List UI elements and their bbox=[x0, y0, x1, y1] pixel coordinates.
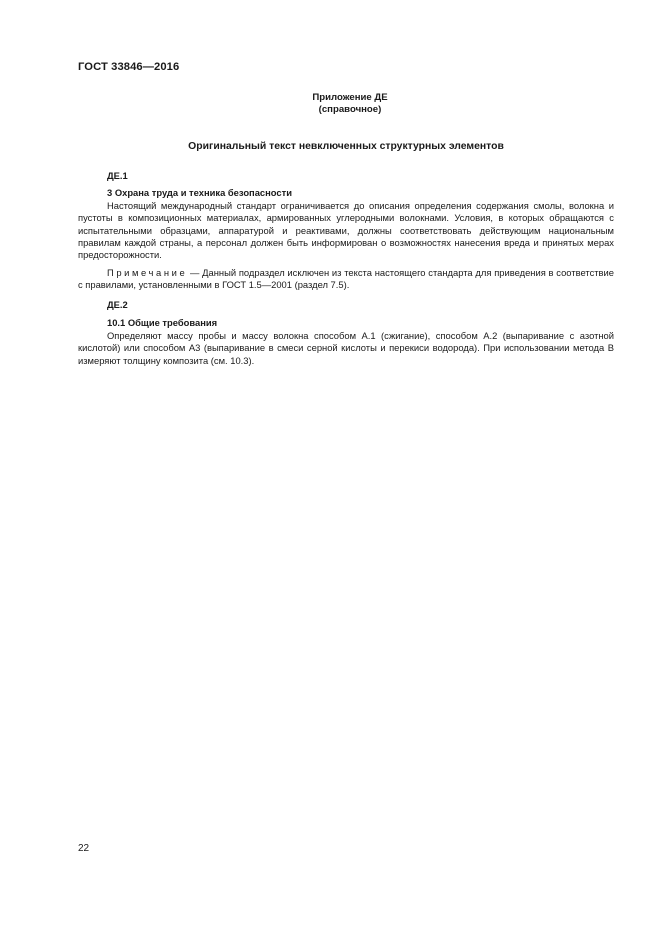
page-number: 22 bbox=[78, 843, 90, 854]
note-label: Примечание bbox=[107, 267, 188, 278]
section-heading-general: 10.1 Общие требования bbox=[107, 317, 218, 328]
appendix-title: Приложение ДЕ bbox=[312, 92, 388, 103]
note-paragraph bbox=[78, 267, 614, 292]
note-text: — Данный подраздел исключен из текста настоящего стандарта для приведения в соответствие с правилами, установленными в ГОСТ 1.5—2001 (раздел 7.5). bbox=[78, 267, 614, 291]
standard-header: ГОСТ 33846—2016 bbox=[78, 61, 180, 73]
document-title: Оригинальный текст невключенных структурных элементов bbox=[188, 141, 504, 152]
section-heading-safety: 3 Охрана труда и техника безопасности bbox=[107, 187, 292, 198]
appendix-heading bbox=[280, 92, 420, 116]
section-paragraph-general: Определяют массу пробы и массу волокна способом А.1 (сжигание), способом А.2 (выпаривание с азотной кислотой) или способом А3 (выпаривание в смеси серной кислоты и перекиси водорода). При использовании метода В измеряют толщину композита (см. 10.3). bbox=[78, 330, 614, 366]
section-label-de1: ДЕ.1 bbox=[107, 170, 128, 181]
appendix-subtitle: (справочное) bbox=[318, 104, 382, 115]
section-label-de2: ДЕ.2 bbox=[107, 299, 128, 310]
section-paragraph-safety: Настоящий международный стандарт ограничивается до описания определения содержания смолы, волокна и пустоты в композиционных материалах, армированных углеродными волокнами. Условия, в которых обращаются с испытательными образцами, аппаратурой и реактивами, должны соответствовать действующим национальным правилам каждой страны, а персонал должен быть информирован о возможностях нанесения вреда и принятых мерах предосторожности. bbox=[78, 200, 614, 261]
